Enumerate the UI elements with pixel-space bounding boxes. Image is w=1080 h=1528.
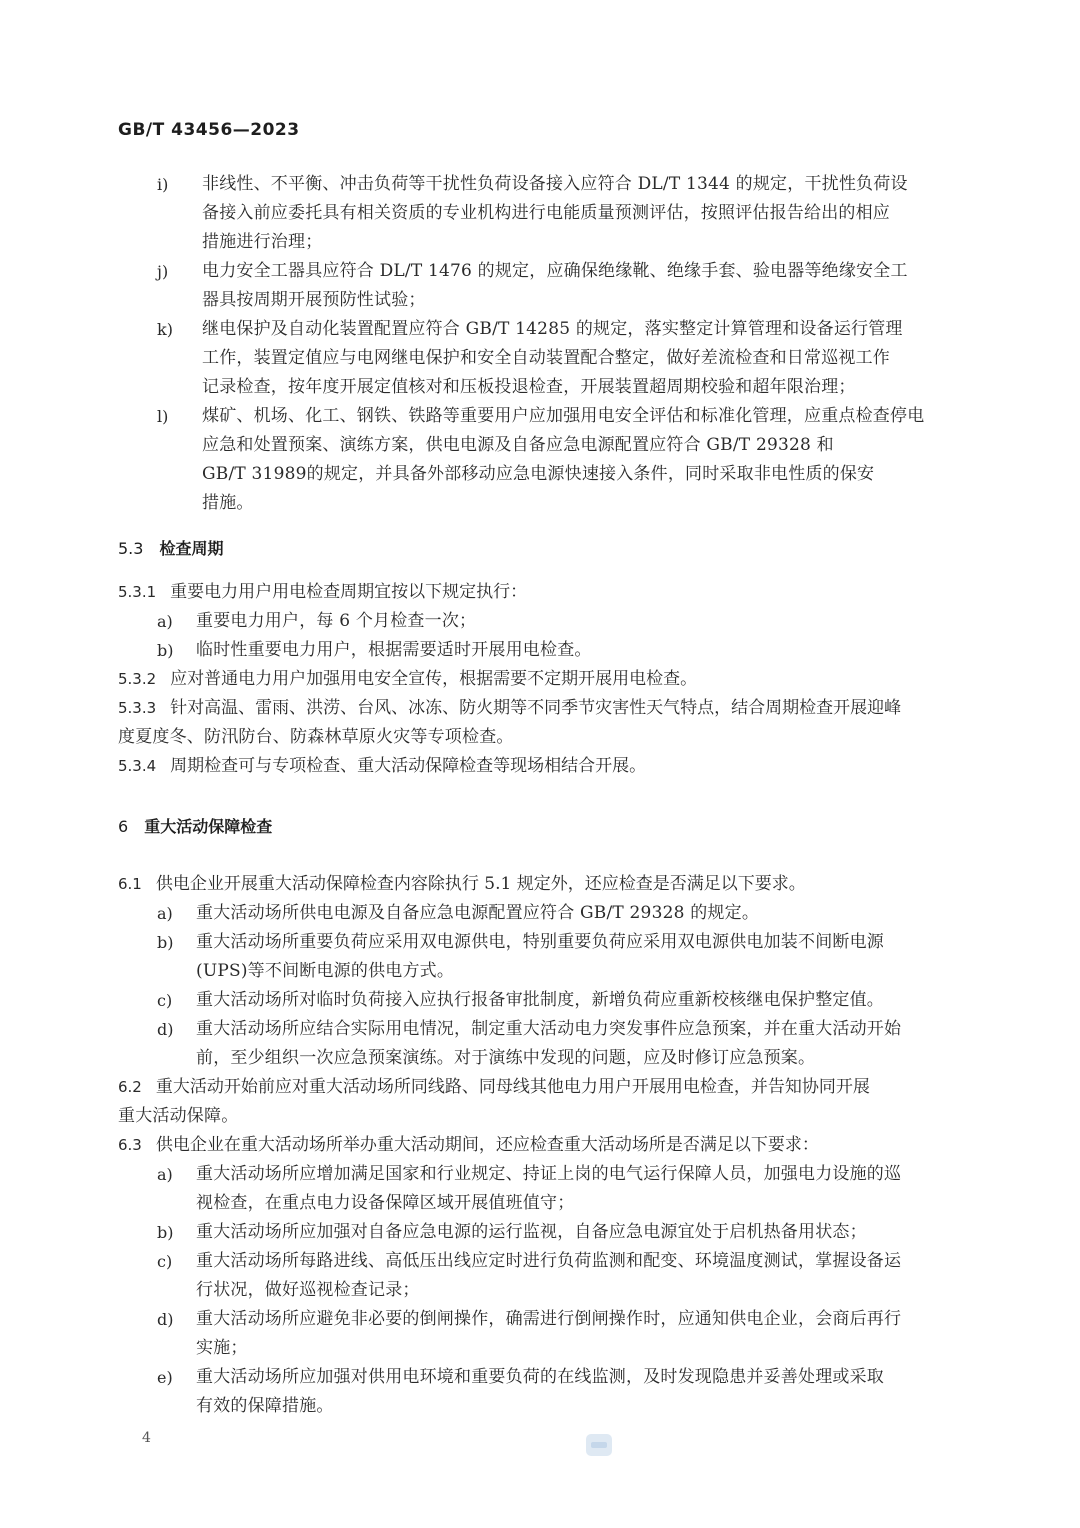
item-i-line-1: 非线性、不平衡、冲击负荷等干扰性负荷设备接入应符合 DL/T 1344 的规定，干扰性负荷设: [202, 174, 908, 194]
clause-text-line-2: 度夏度冬、防汛防台、防森林草原火灾等专项检查。: [118, 727, 514, 747]
clause-5-3-2: [118, 665, 974, 694]
clause-text: 应对普通电力用户加强用电安全宣传，根据需要不定期开展用电检查。: [170, 669, 698, 689]
list-item-text: 重大活动场所供电电源及自备应急电源配置应符合 GB/T 29328 的规定。: [196, 903, 760, 923]
section-number: 5.3: [118, 539, 144, 558]
clause-number: 5.3.2: [118, 670, 157, 688]
chapter-number: 6: [118, 817, 129, 836]
list-item-label-j: j): [157, 262, 169, 281]
list-item-text-line-2: 前，至少组织一次应急预案演练。对于演练中发现的问题，应及时修订应急预案。: [196, 1048, 816, 1068]
item-i-line-2: 备接入前应委托具有相关资质的专业机构进行电能质量预测评估，按照评估报告给出的相应: [202, 203, 890, 223]
list-item-label: a): [157, 612, 173, 631]
item-k-line-2: 工作，装置定值应与电网继电保护和安全自动装置配合整定，做好差流检查和日常巡视工作: [202, 348, 890, 368]
section-heading-5-3: [118, 534, 223, 563]
list-item-label: b): [157, 1223, 174, 1242]
page-number: 4: [142, 1430, 151, 1446]
list-item-label: b): [157, 641, 174, 660]
list-item-label-l: l): [157, 407, 169, 426]
list-item-text-line-2: 行状况，做好巡视检查记录；: [196, 1280, 420, 1300]
clause-number: 6.2: [118, 1078, 142, 1096]
list-item-text-line-1: 重大活动场所应增加满足国家和行业规定、持证上岗的电气运行保障人员，加强电力设施的巡: [196, 1164, 902, 1184]
list-item-text: 临时性重要电力用户，根据需要适时开展用电检查。: [196, 640, 592, 660]
clause-5-3-4: [118, 752, 974, 781]
chapter-heading-6: [118, 812, 272, 841]
clause-text: 供电企业开展重大活动保障检查内容除执行 5.1 规定外，还应检查是否满足以下要求。: [155, 874, 806, 894]
item-i-line-3: 措施进行治理；: [202, 232, 323, 252]
list-item-text: 重要电力用户，每 6 个月检查一次；: [196, 611, 477, 631]
item-k-line-3: 记录检查，按年度开展定值核对和压板投退检查，开展装置超周期校验和超年限治理；: [202, 377, 856, 397]
list-item-text-line-1: 重大活动场所应加强对供用电环境和重要负荷的在线监测，及时发现隐患并妥善处理或采取: [196, 1367, 884, 1387]
list-item-label: a): [157, 904, 173, 923]
clause-6-1: [118, 870, 974, 899]
item-k-line-1: 继电保护及自动化装置配置应符合 GB/T 14285 的规定，落实整定计算管理和设备运行管理: [202, 319, 903, 339]
list-item-text-line-1: 重大活动场所应结合实际用电情况，制定重大活动电力突发事件应急预案，并在重大活动开始: [196, 1019, 902, 1039]
list-item-label: d): [157, 1310, 174, 1329]
clause-number: 5.3.4: [118, 757, 157, 775]
clause-number: 6.3: [118, 1136, 142, 1154]
item-l-line-1: 煤矿、机场、化工、钢铁、铁路等重要用户应加强用电安全评估和标准化管理，应重点检查停电: [202, 406, 925, 426]
list-item-label: a): [157, 1165, 173, 1184]
list-item-label: b): [157, 933, 174, 952]
clause-text: 重要电力用户用电检查周期宜按以下规定执行：: [170, 582, 528, 602]
list-item-text-line-1: 重大活动场所重要负荷应采用双电源供电，特别重要负荷应采用双电源供电加装不间断电源: [196, 932, 884, 952]
clause-6-2: [118, 1073, 974, 1102]
list-item-text-line-2: (UPS)等不间断电源的供电方式。: [196, 961, 455, 981]
clause-number: 5.3.1: [118, 583, 157, 601]
list-item-label-i: i): [157, 175, 169, 194]
clause-text: 周期检查可与专项检查、重大活动保障检查等现场相结合开展。: [170, 756, 647, 776]
list-item-text-line-1: 重大活动场所每路进线、高低压出线应定时进行负荷监测和配变、环境温度测试，掌握设备运: [196, 1251, 902, 1271]
publisher-watermark-icon: [585, 1433, 613, 1457]
clause-text: 供电企业在重大活动场所举办重大活动期间，还应检查重大活动场所是否满足以下要求：: [155, 1135, 819, 1155]
list-item-text-line-1: 重大活动场所应避免非必要的倒闸操作，确需进行倒闸操作时，应通知供电企业，会商后再行: [196, 1309, 902, 1329]
clause-text-line-1: 重大活动开始前应对重大活动场所同线路、同母线其他电力用户开展用电检查，并告知协同开展: [155, 1077, 870, 1097]
item-j-line-1: 电力安全工器具应符合 DL/T 1476 的规定，应确保绝缘靴、绝缘手套、验电器等绝缘安全工: [202, 261, 908, 281]
section-title: 检查周期: [159, 539, 224, 558]
list-item-label: c): [157, 1252, 173, 1271]
clause-6-3: [118, 1131, 974, 1160]
chapter-title: 重大活动保障检查: [144, 817, 273, 836]
item-l-line-3: GB/T 31989的规定，并具备外部移动应急电源快速接入条件，同时采取非电性质的保安: [202, 464, 875, 484]
clause-text-line-2: 重大活动保障。: [118, 1106, 239, 1126]
standard-number-header: GB/T 43456—2023: [118, 120, 300, 140]
list-item-text-line-2: 有效的保障措施。: [196, 1396, 334, 1416]
list-item-text-line-2: 实施；: [196, 1338, 248, 1358]
clause-number: 6.1: [118, 875, 142, 893]
list-item-text: 重大活动场所对临时负荷接入应执行报备审批制度，新增负荷应重新校核继电保护整定值。: [196, 990, 884, 1010]
clause-5-3-1: [118, 578, 974, 607]
clause-5-3-3: [118, 694, 974, 723]
item-j-line-2: 器具按周期开展预防性试验；: [202, 290, 426, 310]
item-l-line-2: 应急和处置预案、演练方案，供电电源及自备应急电源配置应符合 GB/T 29328 和: [202, 435, 834, 455]
list-item-label: d): [157, 1020, 174, 1039]
list-item-label: e): [157, 1368, 173, 1387]
item-l-line-4: 措施。: [202, 493, 254, 513]
list-item-text: 重大活动场所应加强对自备应急电源的运行监视，自备应急电源宜处于启机热备用状态；: [196, 1222, 867, 1242]
list-item-label: c): [157, 991, 173, 1010]
list-item-text-line-2: 视检查，在重点电力设备保障区域开展值班值守；: [196, 1193, 575, 1213]
clause-number: 5.3.3: [118, 699, 157, 717]
clause-text-line-1: 针对高温、雷雨、洪涝、台风、冰冻、防火期等不同季节灾害性天气特点，结合周期检查开展迎峰: [170, 698, 902, 718]
list-item-label-k: k): [157, 320, 173, 339]
